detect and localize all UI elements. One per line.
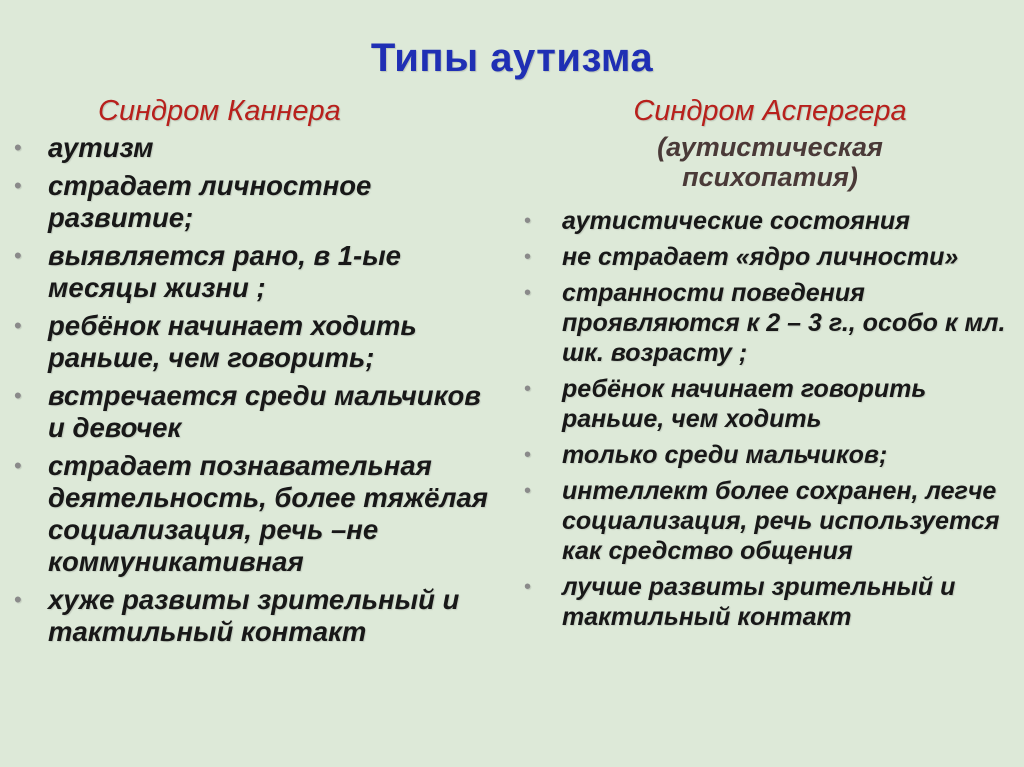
list-item-text: выявляется рано, в 1-ые месяцы жизни ; [48,240,401,303]
bullet-icon: • [14,383,22,408]
list-item-text: страдает личностное развитие; [48,170,372,233]
list-item-text: странности поведения проявляются к 2 – 3 г., особо к мл. шк. возрасту ; [562,279,1006,367]
bullet-icon: • [524,444,532,466]
list-item-text: интеллект более сохранен, легче социализация, речь используется как средство общения [562,477,1000,565]
list-item [10,310,500,374]
list-item [10,584,500,648]
bullet-icon: • [524,480,532,502]
asperger-column [520,94,1020,638]
list-item-text: только среди мальчиков; [562,441,888,469]
bullet-icon: • [524,576,532,598]
bullet-icon: • [524,246,532,268]
list-item [520,440,1020,470]
list-item-text: страдает познавательная деятельность, более тяжёлая социализация, речь –не коммуникативная [48,450,488,577]
bullet-icon: • [14,587,22,612]
list-item [520,374,1020,434]
bullet-icon: • [14,243,22,268]
bullet-icon: • [524,210,532,232]
list-item-text: лучше развиты зрительный и тактильный контакт [562,573,956,631]
list-item [520,278,1020,368]
list-item [520,242,1020,272]
list-item [10,170,500,234]
list-item [10,380,500,444]
kanner-list [10,132,500,648]
asperger-list [520,206,1020,632]
list-item [10,132,500,164]
bullet-icon: • [14,135,22,160]
list-item-text: аутизм [48,132,154,163]
list-item [520,476,1020,566]
list-item-text: не страдает «ядро личности» [562,243,959,271]
list-item [520,572,1020,632]
bullet-icon: • [524,378,532,400]
bullet-icon: • [524,282,532,304]
asperger-heading: Синдром Аспергера [633,95,907,127]
list-item-text: встречается среди мальчиков и девочек [48,380,481,443]
list-item-text: хуже развиты зрительный и тактильный контакт [48,584,460,647]
bullet-icon: • [14,313,22,338]
bullet-icon: • [14,453,22,478]
list-item-text: ребёнок начинает говорить раньше, чем ходить [562,375,927,433]
kanner-heading: Синдром Каннера [98,95,341,127]
bullet-icon: • [14,173,22,198]
kanner-column [10,94,500,654]
list-item [10,450,500,578]
list-item [520,206,1020,236]
list-item-text: аутистические состояния [562,207,910,235]
asperger-subheading: (аутистическая психопатия) [657,132,883,192]
list-item-text: ребёнок начинает ходить раньше, чем говорить; [48,310,417,373]
list-item [10,240,500,304]
slide-title: Типы аутизма [370,36,654,80]
